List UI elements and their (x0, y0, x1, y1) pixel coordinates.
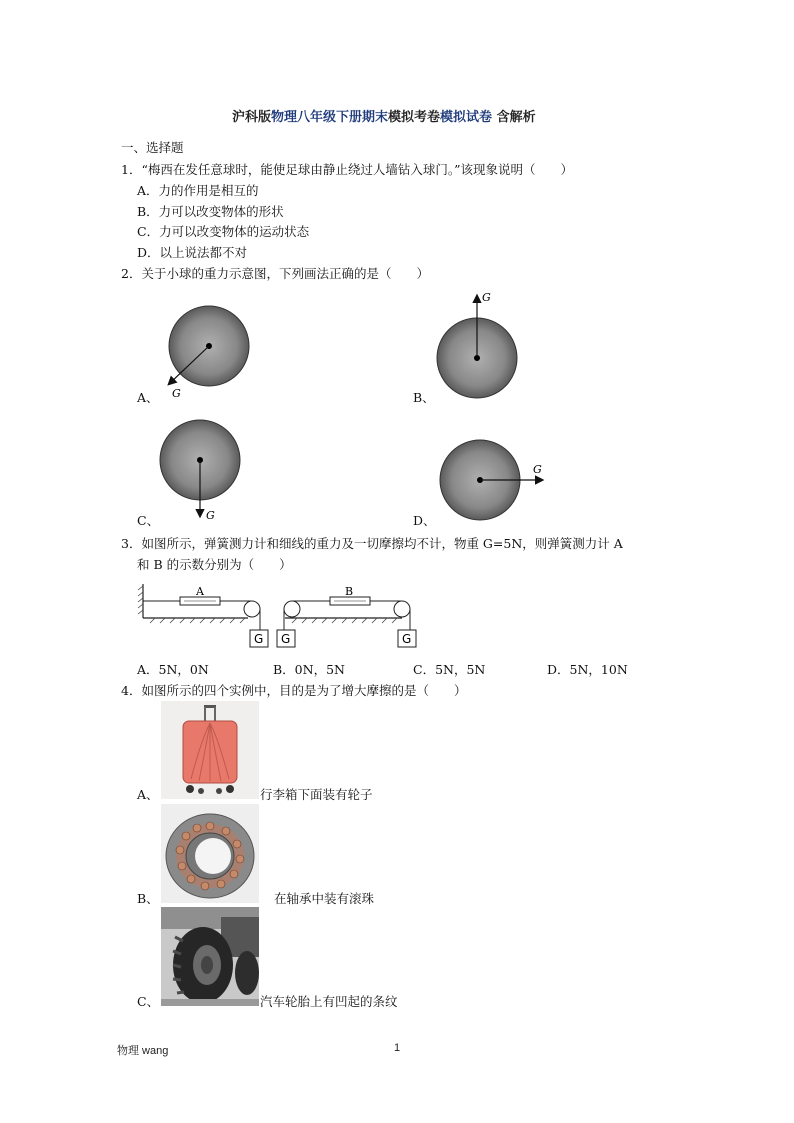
figure-a (138, 584, 268, 647)
ball-figure-a (169, 306, 249, 400)
ball-figure-d (440, 440, 542, 520)
option-text: 汽车轮胎上有凹起的条纹 (260, 994, 398, 1009)
weight-label: G (254, 632, 264, 646)
weight-label: G (402, 632, 412, 646)
tire-photo (161, 907, 259, 1006)
page-title (232, 110, 536, 126)
suitcase-photo (161, 701, 259, 799)
tire-icon (161, 907, 259, 1006)
option-label: C、 (137, 994, 160, 1009)
question-stem: 2．关于小球的重力示意图，下列画法正确的是（ ） (121, 266, 429, 281)
option: A．力的作用是相互的 (137, 183, 259, 198)
ball-figure-c (160, 420, 240, 522)
option: B．力可以改变物体的形状 (137, 204, 284, 219)
question-stem: 4．如图所示的四个实例中，目的是为了增大摩擦的是（ ） (121, 683, 467, 698)
option: C．力可以改变物体的运动状态 (137, 224, 310, 239)
gravity-figures (0, 280, 794, 580)
option: C．5N，5N (413, 662, 486, 677)
option: B．0N，5N (273, 662, 345, 677)
bearing-photo (161, 804, 259, 903)
option-label: B、 (413, 390, 435, 405)
spring-label: B (345, 585, 354, 598)
spring-balance-figures (0, 580, 794, 660)
pulley (284, 601, 300, 617)
question-stem: 3．如图所示，弹簧测力计和细线的重力及一切摩擦均不计，物重 G=5N，则弹簧测力计 A (121, 536, 623, 551)
title-part: 模拟考卷 (388, 110, 441, 125)
title-part: 沪科版 (232, 110, 272, 125)
footer-author: 物理 wang (117, 1045, 169, 1057)
option-text: 在轴承中装有滚珠 (274, 891, 375, 906)
page-number: 1 (394, 1042, 401, 1054)
option-label: B、 (137, 891, 159, 906)
question-stem: 1．“梅西在发任意球时，能使足球由静止绕过人墙钻入球门。”该现象说明（ ） (121, 162, 573, 177)
option: D．以上说法都不对 (137, 245, 248, 260)
bearing-icon (161, 804, 259, 903)
section-heading: 一、选择题 (121, 140, 184, 155)
title-part: 含解析 (492, 110, 536, 125)
option-label: C、 (137, 513, 160, 528)
force-label: G (533, 463, 542, 476)
option-label: A、 (137, 390, 159, 405)
pulley (244, 601, 260, 617)
pulley (394, 601, 410, 617)
option-text: 行李箱下面装有轮子 (260, 787, 373, 802)
force-label: G (206, 509, 215, 522)
option-label: A、 (137, 787, 159, 802)
ball-figure-b (437, 291, 517, 398)
force-label: G (482, 291, 491, 304)
option: D．5N，10N (547, 662, 628, 677)
title-part: 物理八年级下册期末 (271, 110, 389, 125)
weight-label: G (281, 632, 291, 646)
spring-label: A (196, 585, 204, 598)
option-label: D、 (413, 513, 436, 528)
suitcase-icon (161, 701, 259, 799)
figure-b (277, 585, 416, 647)
title-part: 模拟试卷 (440, 110, 493, 125)
question-stem: 和 B 的示数分别为（ ） (137, 557, 292, 572)
force-label: G (172, 387, 181, 400)
option: A．5N，0N (137, 662, 209, 677)
